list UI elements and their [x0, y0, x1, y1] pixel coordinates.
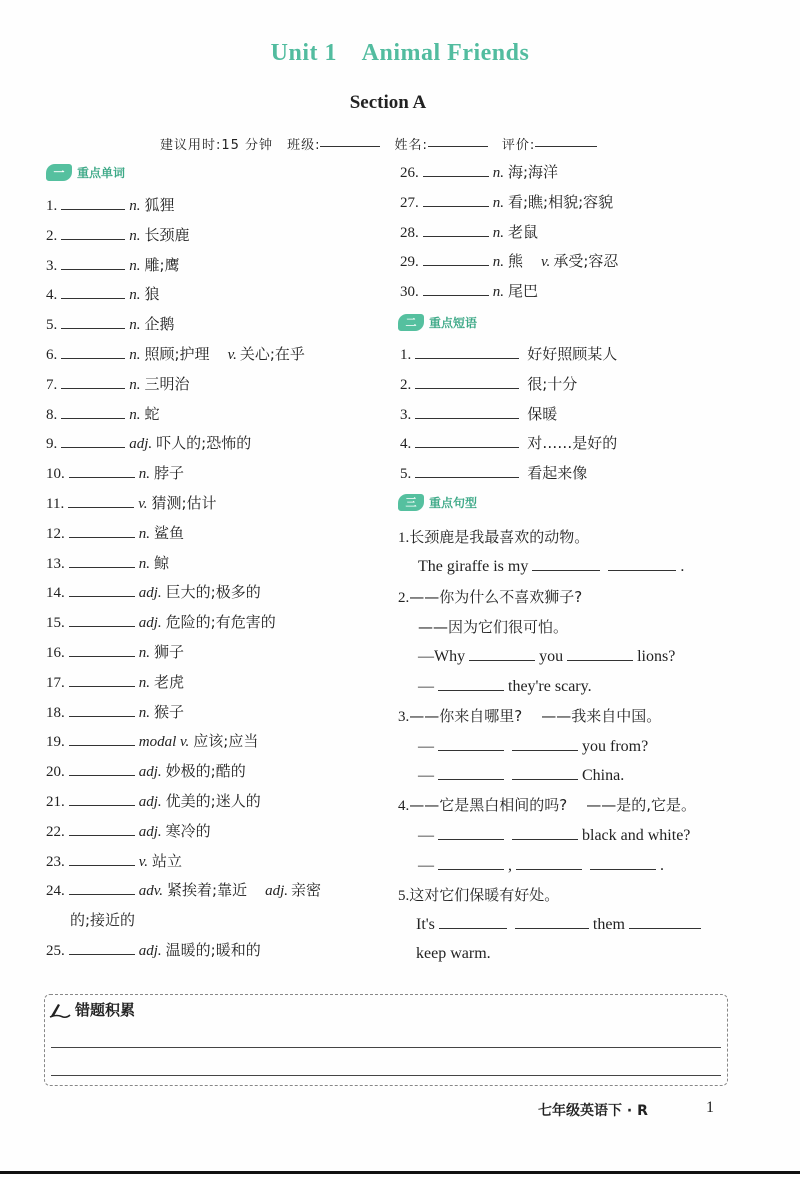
writing-line[interactable]: [51, 1075, 721, 1076]
chinese-meaning: 熊: [508, 252, 524, 271]
answer-blank[interactable]: [567, 645, 633, 661]
part-of-speech: n.: [138, 674, 150, 691]
english-text: China.: [582, 767, 625, 784]
item-number: 17.: [46, 674, 65, 691]
word-row: [46, 343, 305, 365]
answer-blank[interactable]: [469, 645, 535, 661]
answer-blank[interactable]: [69, 730, 135, 746]
answer-blank[interactable]: [68, 492, 134, 508]
chinese-meaning: 狼: [144, 285, 160, 304]
item-number: 9.: [46, 436, 58, 453]
part-of-speech: adj.: [138, 823, 162, 840]
sentence-3-en2: [418, 764, 624, 786]
answer-blank[interactable]: [61, 432, 125, 448]
item-number: 4.: [46, 287, 58, 304]
phrase-row: [400, 373, 577, 395]
item-number: 5.: [400, 466, 412, 483]
item-number: 7.: [46, 376, 58, 393]
part-of-speech: adj.: [129, 436, 153, 453]
badge-label: 重点单词: [77, 166, 126, 180]
part-of-speech: n.: [138, 704, 150, 721]
phrase-row: [400, 343, 617, 365]
part-of-speech: n.: [129, 317, 141, 334]
word-row: [46, 224, 190, 246]
answer-blank[interactable]: [69, 850, 135, 866]
item-number: 3.: [400, 406, 412, 423]
answer-blank[interactable]: [69, 760, 135, 776]
writing-line[interactable]: [51, 1047, 721, 1048]
part-of-speech: adj.: [138, 764, 162, 781]
item-number: 5.: [46, 317, 58, 334]
item-number: 29.: [400, 254, 419, 271]
answer-blank[interactable]: [69, 939, 135, 955]
english-text: The giraffe is my: [418, 558, 529, 575]
sentence-4-en1: [418, 824, 690, 846]
phrase-meaning: 好好照顾某人: [527, 345, 618, 363]
item-number: 3.: [398, 709, 410, 725]
word-row: [400, 161, 558, 183]
word-row: [46, 492, 217, 514]
word-row: [46, 611, 276, 633]
badge-number: 一: [46, 164, 72, 181]
word-row: [400, 250, 618, 272]
word-row: [400, 280, 538, 302]
word-row: [46, 701, 184, 723]
part-of-speech: adj.: [138, 615, 162, 632]
chinese-meaning: 照顾;护理: [144, 345, 210, 363]
answer-blank[interactable]: [69, 701, 135, 717]
section-title: Section A: [349, 92, 427, 113]
english-text: them: [592, 916, 625, 933]
word-row-continued: [70, 909, 135, 931]
chinese-meaning: 长颈鹿: [144, 225, 190, 244]
eval-label: 评价:: [501, 138, 536, 153]
answer-blank[interactable]: [438, 824, 504, 840]
badge-phrases: [398, 313, 477, 332]
answer-blank[interactable]: [590, 854, 656, 870]
dash: —: [418, 738, 434, 755]
badge-label: 重点句型: [429, 496, 478, 510]
chinese-meaning: 吓人的;恐怖的: [156, 434, 252, 453]
sentence-5-cn: [398, 884, 559, 906]
item-number: 26.: [400, 165, 419, 181]
answer-blank[interactable]: [69, 522, 135, 538]
pen-icon: [49, 1001, 71, 1019]
answer-blank[interactable]: [61, 283, 125, 299]
part-of-speech: n.: [129, 406, 141, 423]
chinese-meaning: 看;瞧;相貌;容貌: [508, 192, 614, 211]
answer-blank[interactable]: [61, 224, 125, 240]
chinese-meaning: 企鹅: [144, 315, 175, 334]
answer-blank[interactable]: [438, 675, 504, 691]
word-row: [46, 313, 175, 335]
answer-blank[interactable]: [415, 373, 519, 389]
phrase-row: [400, 462, 587, 484]
item-number: 22.: [46, 823, 65, 840]
english-text: you from?: [582, 738, 649, 755]
answer-blank[interactable]: [415, 403, 519, 419]
sentence-2-cn1: [398, 586, 582, 608]
answer-blank[interactable]: [69, 790, 135, 806]
part-of-speech: n.: [129, 257, 141, 274]
word-row: [46, 522, 184, 544]
sentence-text: 这对它们保暖有好处。: [409, 886, 560, 904]
chinese-meaning: 站立: [152, 851, 183, 870]
part-of-speech: v.: [138, 853, 149, 870]
part-of-speech: adj.: [138, 794, 162, 810]
item-number: 28.: [400, 224, 419, 241]
part-of-speech: adj.: [138, 585, 162, 602]
item-number: 1.: [398, 530, 410, 546]
item-number: 27.: [400, 194, 419, 211]
dash: —: [418, 857, 434, 874]
english-text: keep warm.: [416, 945, 491, 962]
item-number: 25.: [46, 943, 65, 959]
item-number: 21.: [46, 794, 65, 810]
item-number: 10.: [46, 466, 65, 483]
answer-blank[interactable]: [69, 641, 135, 657]
name-label: 姓名:: [394, 138, 428, 153]
page-title: Unit 1 Animal Friends: [270, 40, 530, 66]
sentence-2-cn2: [418, 616, 568, 638]
word-row: [46, 462, 184, 484]
word-row: [46, 760, 246, 782]
item-number: 1.: [400, 347, 412, 363]
part-of-speech: adj.: [138, 943, 162, 959]
meta-info: [160, 134, 611, 153]
answer-blank[interactable]: [415, 343, 519, 359]
item-number: 3.: [46, 257, 58, 274]
item-number: 19.: [46, 734, 65, 751]
chinese-meaning: 老虎: [154, 672, 185, 691]
item-number: 18.: [46, 704, 65, 721]
answer-blank[interactable]: [69, 820, 135, 836]
answer-blank[interactable]: [69, 552, 135, 568]
error-notes-title: 错题积累: [75, 1001, 136, 1019]
item-number: 4.: [398, 798, 410, 814]
part-of-speech: n.: [138, 525, 150, 542]
phrase-row: [400, 403, 557, 425]
answer-blank[interactable]: [61, 194, 125, 210]
bottom-rule: [0, 1171, 800, 1174]
chinese-meaning: 紧挨着;靠近: [167, 881, 248, 900]
word-row: [400, 191, 613, 213]
name-blank[interactable]: [428, 134, 488, 147]
phrase-meaning: 对……是好的: [527, 434, 618, 453]
dash: —: [418, 767, 434, 784]
dash: —: [418, 827, 434, 844]
sentence-text: ——它是黑白相间的吗? ——是的,它是。: [409, 796, 697, 814]
chinese-meaning-2: 承受;容忍: [553, 252, 619, 271]
word-row: [46, 879, 321, 901]
badge-number: 二: [398, 314, 424, 331]
chinese-meaning: 脖子: [154, 464, 185, 483]
word-row: [46, 820, 211, 842]
word-row: [46, 641, 184, 663]
word-row: [46, 403, 160, 425]
item-number: 15.: [46, 615, 65, 632]
chinese-meaning: 妙极的;酷的: [165, 762, 246, 781]
sentence-text: ——你来自哪里? ——我来自中国。: [409, 707, 662, 725]
answer-blank[interactable]: [512, 764, 578, 780]
footer-grade: 七年级英语下 · R: [538, 1103, 648, 1119]
page-number: 1: [706, 1099, 714, 1116]
sentence-2-en1: [418, 645, 675, 667]
chinese-meaning: 应该;应当: [193, 732, 259, 751]
answer-blank[interactable]: [512, 824, 578, 840]
sentence-text: 长颈鹿是我最喜欢的动物。: [409, 528, 590, 546]
chinese-meaning-cont: 的;接近的: [70, 911, 136, 930]
part-of-speech-2: adj.: [265, 883, 289, 900]
item-number: 5.: [398, 888, 410, 904]
word-row: [46, 671, 184, 693]
answer-blank[interactable]: [61, 313, 125, 329]
chinese-meaning: 蛇: [144, 404, 160, 423]
time-label: 建议用时:15 分钟: [160, 138, 274, 153]
comma: ,: [508, 857, 512, 874]
item-number: 30.: [400, 284, 419, 301]
english-text: Why: [434, 648, 466, 665]
chinese-meaning: 巨大的;极多的: [165, 583, 261, 602]
part-of-speech: n.: [492, 284, 504, 301]
item-number: 24.: [46, 883, 65, 900]
answer-blank[interactable]: [423, 280, 489, 296]
answer-blank[interactable]: [629, 913, 701, 929]
chinese-meaning: 狮子: [154, 643, 185, 661]
part-of-speech: n.: [129, 347, 141, 363]
item-number: 16.: [46, 645, 65, 661]
chinese-meaning: 海;海洋: [508, 163, 559, 181]
part-of-speech-2: v.: [227, 347, 237, 363]
chinese-meaning: 雕;鹰: [144, 255, 180, 274]
word-row: [46, 432, 251, 454]
answer-blank[interactable]: [415, 432, 519, 448]
badge-words: [46, 163, 125, 182]
dash: —: [418, 678, 434, 695]
badge-number: 三: [398, 494, 424, 511]
english-text: It's: [416, 916, 435, 933]
chinese-meaning-2: 亲密: [291, 881, 322, 900]
word-row: [46, 552, 169, 574]
answer-blank[interactable]: [69, 671, 135, 687]
sentence-5-en1: [416, 913, 705, 935]
answer-blank[interactable]: [69, 462, 135, 478]
badge-sentences: [398, 493, 477, 512]
answer-blank[interactable]: [61, 254, 125, 270]
answer-blank[interactable]: [423, 221, 489, 237]
english-text: lions?: [637, 648, 676, 665]
phrase-row: [400, 432, 617, 454]
sentence-text: ——你为什么不喜欢狮子?: [409, 588, 583, 606]
answer-blank[interactable]: [423, 191, 489, 207]
part-of-speech: adv.: [138, 883, 164, 900]
answer-blank[interactable]: [515, 913, 589, 929]
word-row: [46, 254, 180, 276]
chinese-meaning: 温暖的;暖和的: [165, 941, 261, 959]
word-row: [46, 581, 261, 603]
sentence-5-en2: [416, 942, 491, 964]
part-of-speech: n.: [492, 254, 504, 271]
part-of-speech: modal v.: [138, 734, 190, 751]
word-row: [46, 194, 175, 216]
phrase-meaning: 保暖: [527, 404, 558, 423]
error-notes-header: [49, 999, 135, 1020]
sentence-3-cn: [398, 705, 661, 727]
sentence-4-cn: [398, 794, 696, 816]
word-row: [46, 790, 261, 812]
chinese-meaning: 危险的;有危害的: [165, 613, 276, 632]
eval-blank[interactable]: [535, 134, 597, 147]
answer-blank[interactable]: [516, 854, 582, 870]
answer-blank[interactable]: [608, 555, 676, 571]
class-blank[interactable]: [320, 134, 380, 147]
word-row: [46, 373, 190, 395]
item-number: 11.: [46, 496, 65, 512]
chinese-meaning: 狐狸: [144, 196, 175, 214]
part-of-speech-2: v.: [541, 254, 551, 271]
english-text: they're scary.: [508, 678, 592, 695]
item-number: 14.: [46, 585, 65, 602]
item-number: 20.: [46, 764, 65, 781]
sentence-3-en1: [418, 735, 648, 757]
chinese-meaning-2: 关心;在乎: [239, 345, 305, 363]
item-number: 12.: [46, 525, 65, 542]
item-number: 8.: [46, 406, 58, 423]
english-text: you: [539, 648, 564, 665]
chinese-meaning: 三明治: [144, 374, 190, 393]
badge-label: 重点短语: [429, 316, 478, 330]
sentence-1-en: [418, 555, 684, 577]
part-of-speech: n.: [138, 555, 150, 572]
answer-blank[interactable]: [61, 373, 125, 389]
part-of-speech: n.: [129, 227, 141, 244]
part-of-speech: n.: [138, 645, 150, 661]
answer-blank[interactable]: [423, 250, 489, 266]
chinese-meaning: 鲨鱼: [154, 523, 185, 542]
item-number: 23.: [46, 853, 65, 870]
answer-blank[interactable]: [439, 913, 507, 929]
item-number: 13.: [46, 555, 65, 572]
chinese-meaning: 寒冷的: [165, 821, 211, 840]
answer-blank[interactable]: [438, 854, 504, 870]
answer-blank[interactable]: [69, 611, 135, 627]
sentence-text: ——因为它们很可怕。: [418, 618, 569, 636]
chinese-meaning: 猜测;估计: [151, 494, 217, 512]
phrase-meaning: 很;十分: [527, 374, 578, 393]
item-number: 6.: [46, 347, 58, 363]
part-of-speech: n.: [129, 287, 141, 304]
answer-blank[interactable]: [438, 764, 504, 780]
answer-blank[interactable]: [423, 161, 489, 177]
word-row: [46, 283, 160, 305]
item-number: 2.: [400, 376, 412, 393]
word-row: [400, 221, 538, 243]
item-number: 2.: [46, 227, 58, 244]
answer-blank[interactable]: [69, 879, 135, 895]
chinese-meaning: 尾巴: [508, 282, 539, 301]
answer-blank[interactable]: [69, 581, 135, 597]
item-number: 4.: [400, 436, 412, 453]
word-row: [46, 939, 261, 961]
period: .: [660, 857, 664, 874]
part-of-speech: n.: [129, 198, 141, 214]
part-of-speech: v.: [138, 496, 148, 512]
dash: —: [418, 648, 434, 665]
answer-blank[interactable]: [61, 403, 125, 419]
class-label: 班级:: [287, 138, 321, 153]
period: .: [680, 558, 685, 575]
answer-blank[interactable]: [61, 343, 125, 359]
part-of-speech: n.: [138, 466, 150, 483]
word-row: [46, 850, 182, 872]
phrase-meaning: 看起来像: [527, 464, 588, 483]
error-notes-box: [44, 994, 728, 1086]
english-text: black and white?: [582, 827, 691, 844]
item-number: 2.: [398, 590, 410, 606]
item-number: 1.: [46, 198, 58, 214]
part-of-speech: n.: [492, 165, 504, 181]
part-of-speech: n.: [492, 194, 504, 211]
answer-blank[interactable]: [512, 735, 578, 751]
part-of-speech: n.: [492, 224, 504, 241]
sentence-4-en2: [418, 854, 664, 876]
part-of-speech: n.: [129, 376, 141, 393]
chinese-meaning: 优美的;迷人的: [165, 792, 261, 810]
chinese-meaning: 老鼠: [508, 222, 539, 241]
sentence-1-cn: [398, 526, 589, 548]
answer-blank[interactable]: [532, 555, 600, 571]
chinese-meaning: 鲸: [154, 553, 170, 572]
chinese-meaning: 猴子: [154, 702, 185, 721]
word-row: [46, 730, 258, 752]
answer-blank[interactable]: [415, 462, 519, 478]
sentence-2-en2: [418, 675, 592, 697]
answer-blank[interactable]: [438, 735, 504, 751]
